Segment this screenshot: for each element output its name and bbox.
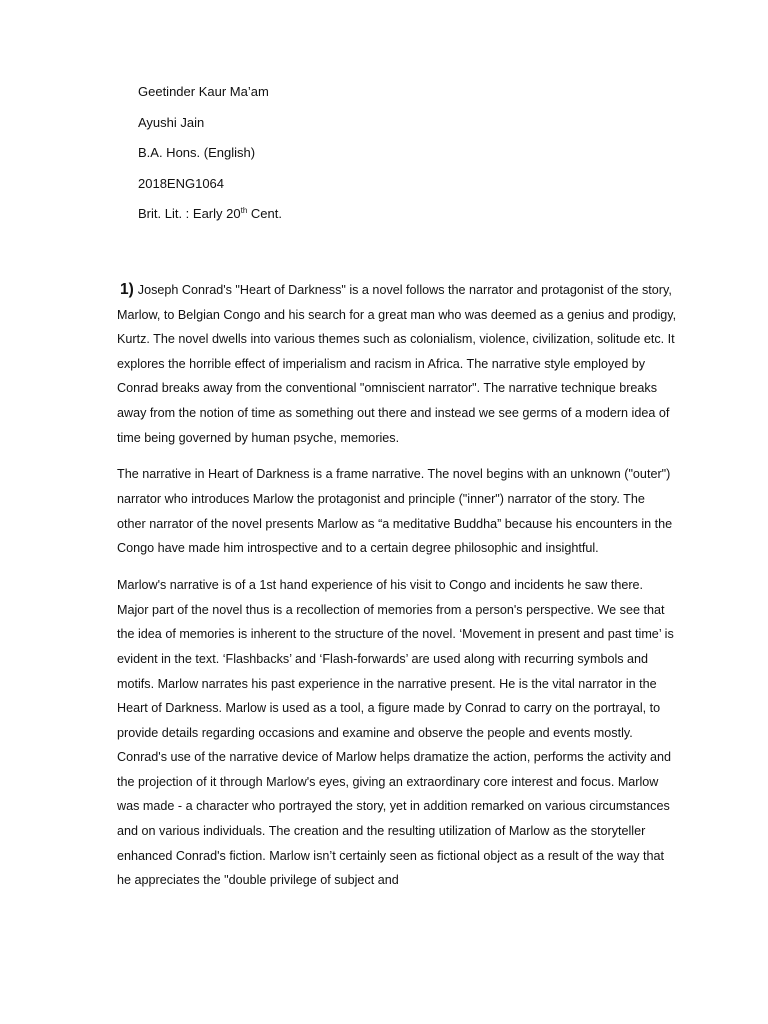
question-number: 1) xyxy=(120,281,134,298)
course-name: B.A. Hons. (English) xyxy=(138,145,256,160)
paragraph-2: The narrative in Heart of Darkness is a frame narrative. The novel begins with an unknown ("outer") narrator who introduces Marlow the protagonist and principle ("inner") narrator of the story. The other narrator of the novel presents Marlow as “a meditative Buddha” because his encounters in the Congo have made him introspective and to a certain degree philosophic and insightful. xyxy=(117,467,673,556)
paragraph-3: Marlow's narrative is of a 1st hand experience of his visit to Congo and incidents he saw there. Major part of the novel thus is a recollection of memories from a person's perspective. We see that the idea of memories is inherent to the structure of the novel. ‘Movement in present and past time’ is evident in the text. ‘Flashbacks’ and ‘Flash-forwards’ are used along with recurring symbols and motifs. Marlow narrates his past experience in the narrative present. He is the vital narrator in the Heart of Darkness. Marlow is used as a tool, a figure made by Conrad to carry on the portrayal, to provide details regarding occasions and examine and observe the people and events mostly. Conrad's use of the narrative device of Marlow helps dramatize the action, performs the activity and the projection of it through Marlow's eyes, giving an extraordinary core interest and focus. Marlow was made - a character who portrayed the story, yet in addition remarked on various circumstances and on various individuals. The creation and the resulting utilization of Marlow as the storyteller enhanced Conrad's fiction. Marlow isn’t certainly seen as fictional object as a result of the way that he appreciates the "double privilege of subject and xyxy=(117,578,674,888)
document-header xyxy=(138,84,698,237)
paragraph-1-text: Joseph Conrad's "Heart of Darkness" is a novel follows the narrator and protagonist of the story, Marlow, to Belgian Congo and his search for a great man who was deemed as a genius and prodigy, Kurtz. The novel dwells into various themes such as colonialism, violence, civilization, solitude etc. It explores the horrible effect of imperialism and racism in Africa. The narrative style employed by Conrad breaks away from the conventional "omniscient narrator". The narrative technique breaks away from the notion of time as something out there and instead we see germs of a modern idea of time being governed by human psyche, memories. xyxy=(117,283,677,445)
paper-title-prefix: Brit. Lit. : Early 20 xyxy=(138,206,241,221)
paper-title-superscript: th xyxy=(240,206,248,215)
paper-title-suffix: Cent. xyxy=(247,206,282,221)
roll-number: 2018ENG1064 xyxy=(138,175,225,191)
teacher-name: Geetinder Kaur Ma’am xyxy=(138,84,269,99)
student-name: Ayushi Jain xyxy=(138,114,205,130)
paragraph-1 xyxy=(117,278,677,450)
document-body xyxy=(117,278,677,905)
paper-title xyxy=(138,206,698,222)
